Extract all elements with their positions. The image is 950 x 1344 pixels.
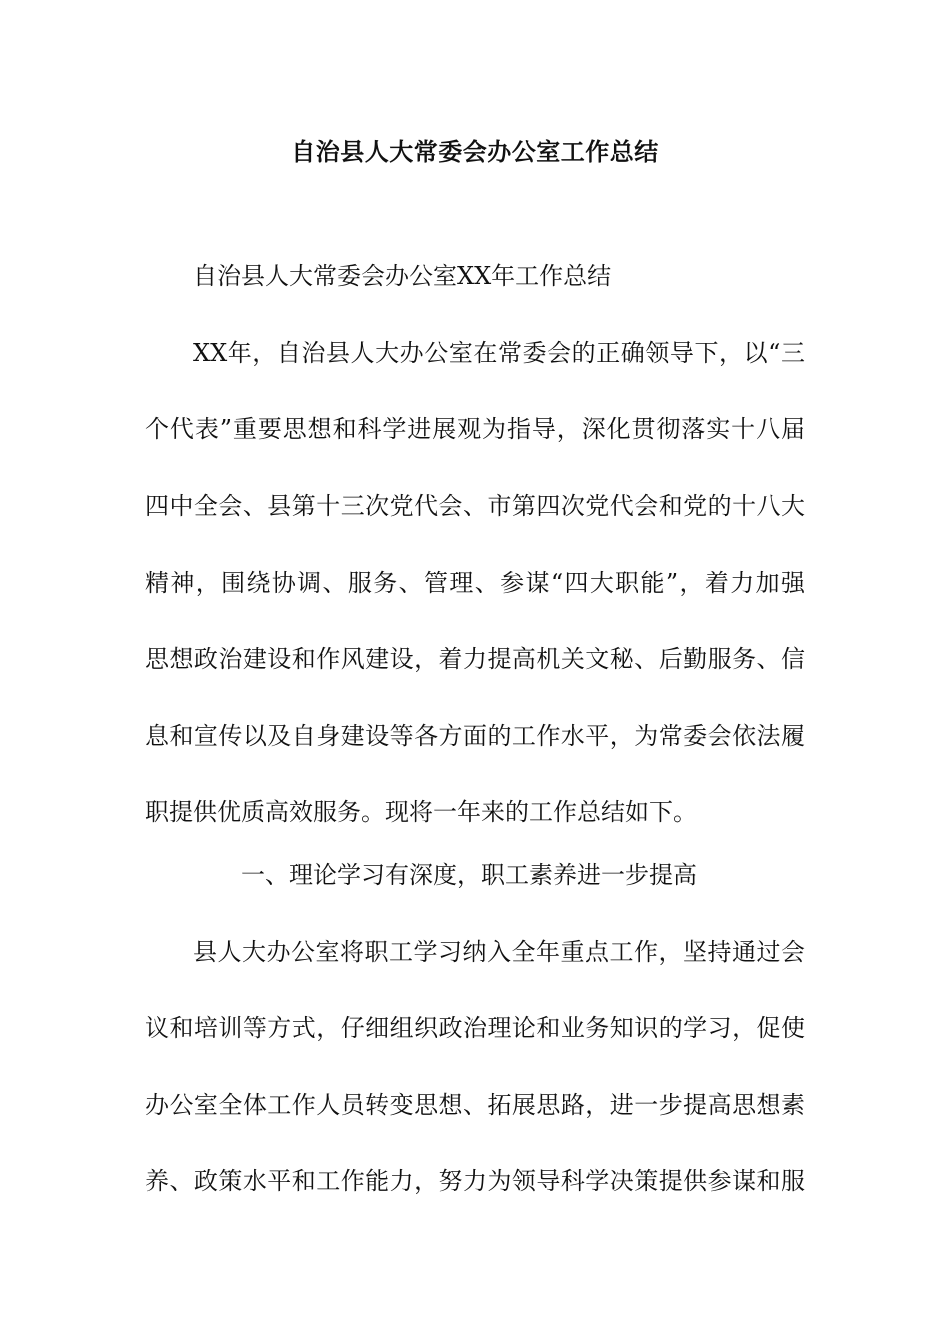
paragraph-line: 息和宣传以及自身建设等各方面的工作水平，为常委会依法履 [145,722,805,750]
paragraph-line: 四中全会、县第十三次党代会、市第四次党代会和党的十八大 [145,492,805,520]
paragraph-line: 养、政策水平和工作能力，努力为领导科学决策提供参谋和服 [145,1167,805,1195]
subtitle-line: 自治县人大常委会办公室XX年工作总结 [193,262,612,290]
paragraph-line: 议和培训等方式，仔细组织政治理论和业务知识的学习，促使 [145,1014,805,1042]
paragraph-line: 个代表”重要思想和科学进展观为指导，深化贯彻落实十八届 [145,415,805,443]
section-heading: 一、理论学习有深度，职工素养进一步提高 [241,861,697,889]
document-title: 自治县人大常委会办公室工作总结 [291,137,659,166]
paragraph-line: XX年，自治县人大办公室在常委会的正确领导下，以“三 [193,339,805,367]
paragraph-line: 办公室全体工作人员转变思想、拓展思路，进一步提高思想素 [145,1091,805,1119]
paragraph-line: 思想政治建设和作风建设，着力提高机关文秘、后勤服务、信 [145,645,805,673]
paragraph-line: 精神，围绕协调、服务、管理、参谋“四大职能”，着力加强 [145,569,805,597]
paragraph-line: 县人大办公室将职工学习纳入全年重点工作，坚持通过会 [193,938,805,966]
paragraph-line: 职提供优质高效服务。现将一年来的工作总结如下。 [145,798,697,826]
